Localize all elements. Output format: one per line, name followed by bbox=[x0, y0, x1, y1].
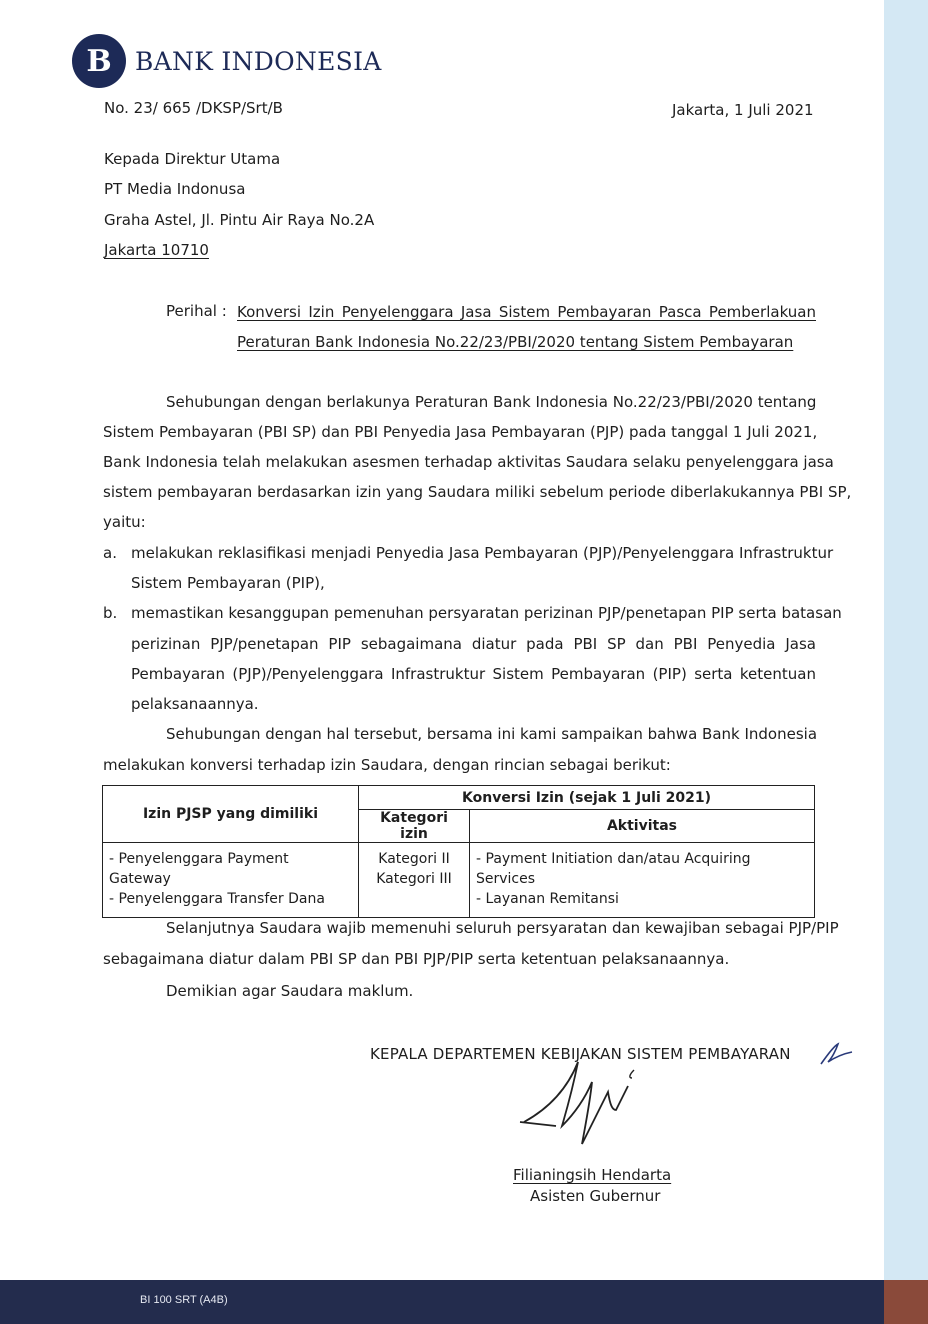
license-conversion-table bbox=[102, 785, 815, 918]
subject-line-1: Konversi Izin Penyelenggara Jasa Sistem Pembayaran Pasca Pemberlakuan bbox=[237, 303, 816, 321]
handwritten-signature-icon bbox=[516, 1052, 646, 1158]
izin-item-1: - Penyelenggara Payment Gateway bbox=[109, 851, 289, 887]
list-item-b-line-4: pelaksanaannya. bbox=[131, 695, 259, 713]
header-izin: Izin PJSP yang dimiliki bbox=[103, 786, 359, 843]
signatory-position: Asisten Gubernur bbox=[530, 1187, 661, 1205]
paragraph-1-line-1: Sehubungan dengan berlakunya Peraturan Bank Indonesia No.22/23/PBI/2020 tentang bbox=[166, 393, 817, 411]
list-item-b-line-3: Pembayaran (PJP)/Penyelenggara Infrastruktur Sistem Pembayaran (PIP) serta ketentuan bbox=[131, 665, 816, 683]
list-item-a-line-2: Sistem Pembayaran (PIP), bbox=[131, 574, 325, 592]
institution-name: BANK INDONESIA bbox=[135, 46, 382, 76]
table-row bbox=[103, 843, 815, 918]
header-aktivitas: Aktivitas bbox=[470, 810, 815, 843]
list-item-a-marker: a. bbox=[103, 544, 117, 562]
page-edge-corner bbox=[884, 1280, 928, 1324]
page-edge-strip bbox=[884, 0, 928, 1324]
paragraph-1-line-4: sistem pembayaran berdasarkan izin yang Saudara miliki sebelum periode diberlakukannya PBI SP, bbox=[103, 483, 852, 501]
subject-label: Perihal : bbox=[166, 302, 227, 320]
list-item-b-line-2: perizinan PJP/penetapan PIP sebagaimana diatur pada PBI SP dan PBI Penyedia Jasa bbox=[131, 635, 816, 653]
kategori-item-1: Kategori II bbox=[378, 851, 450, 867]
cell-izin bbox=[103, 843, 359, 918]
cell-aktivitas bbox=[470, 843, 815, 918]
subject-line-2: Peraturan Bank Indonesia No.22/23/PBI/2020 tentang Sistem Pembayaran bbox=[237, 333, 794, 351]
closing-sentence: Demikian agar Saudara maklum. bbox=[166, 982, 414, 1000]
paragraph-3-line-2: sebagaimana diatur dalam PBI SP dan PBI PJP/PIP serta ketentuan pelaksanaannya. bbox=[103, 950, 730, 968]
reference-number: No. 23/ 665 /DKSP/Srt/B bbox=[104, 99, 283, 117]
paraf-initial-icon bbox=[818, 1040, 854, 1070]
cell-kategori bbox=[359, 843, 470, 918]
footer-bar bbox=[0, 1280, 884, 1324]
letterhead-logo bbox=[72, 34, 382, 88]
form-code: BI 100 SRT (A4B) bbox=[140, 1294, 228, 1306]
signatory-department-title: KEPALA DEPARTEMEN KEBIJAKAN SISTEM PEMBAYARAN bbox=[370, 1045, 791, 1063]
list-item-b-line-1: memastikan kesanggupan pemenuhan persyaratan perizinan PJP/penetapan PIP serta batasan bbox=[131, 604, 842, 622]
recipient-city: Jakarta 10710 bbox=[104, 241, 209, 259]
paragraph-1-line-5: yaitu: bbox=[103, 513, 146, 531]
header-kategori: Kategori izin bbox=[359, 810, 470, 843]
signatory-name: Filianingsih Hendarta bbox=[513, 1166, 672, 1184]
recipient-line-1: Kepada Direktur Utama bbox=[104, 150, 281, 168]
header-konversi: Konversi Izin (sejak 1 Juli 2021) bbox=[359, 786, 815, 810]
list-item-b-marker: b. bbox=[103, 604, 118, 622]
izin-item-2: - Penyelenggara Transfer Dana bbox=[109, 891, 325, 907]
aktivitas-item-1: - Payment Initiation dan/atau Acquiring Services bbox=[476, 851, 751, 887]
recipient-line-3: Graha Astel, Jl. Pintu Air Raya No.2A bbox=[104, 211, 375, 229]
recipient-line-2: PT Media Indonusa bbox=[104, 180, 246, 198]
kategori-item-2: Kategori III bbox=[376, 871, 452, 887]
paragraph-1-line-2: Sistem Pembayaran (PBI SP) dan PBI Penyedia Jasa Pembayaran (PJP) pada tanggal 1 Juli 2021, bbox=[103, 423, 818, 441]
aktivitas-item-2: - Layanan Remitansi bbox=[476, 891, 619, 907]
list-item-a-line-1: melakukan reklasifikasi menjadi Penyedia Jasa Pembayaran (PJP)/Penyelenggara Infrastruktur bbox=[131, 544, 834, 562]
bank-indonesia-logo-icon: B bbox=[72, 34, 126, 88]
paragraph-3-line-1: Selanjutnya Saudara wajib memenuhi seluruh persyaratan dan kewajiban sebagai PJP/PIP bbox=[166, 919, 839, 937]
paragraph-2-line-1: Sehubungan dengan hal tersebut, bersama ini kami sampaikan bahwa Bank Indonesia bbox=[166, 725, 818, 743]
paragraph-1-line-3: Bank Indonesia telah melakukan asesmen terhadap aktivitas Saudara selaku penyelenggara jasa bbox=[103, 453, 834, 471]
place-date: Jakarta, 1 Juli 2021 bbox=[672, 101, 814, 119]
paragraph-2-line-2: melakukan konversi terhadap izin Saudara, dengan rincian sebagai berikut: bbox=[103, 756, 671, 774]
